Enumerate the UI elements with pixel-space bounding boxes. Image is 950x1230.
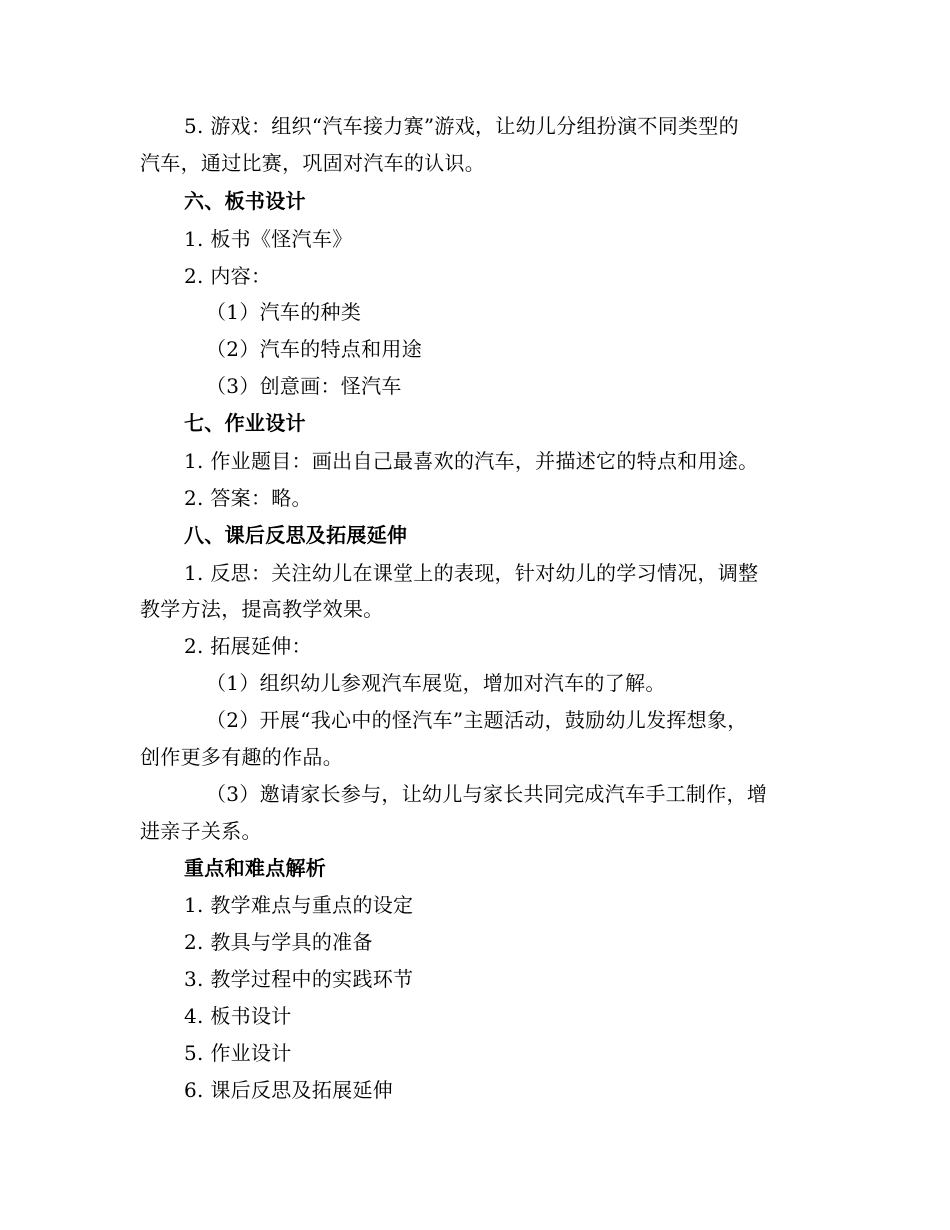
reflection-item-2: 2. 拓展延伸： — [184, 634, 312, 658]
board-design-item-1: 1. 板书《怪汽车》 — [184, 227, 353, 251]
game-paragraph-line-1: 5. 游戏：组织“汽车接力赛”游戏，让幼儿分组扮演不同类型的 — [184, 114, 739, 138]
key-point-item: 6. 课后反思及拓展延伸 — [184, 1078, 394, 1102]
extension-subitem-3-line-1: （3）邀请家长参与，让幼儿与家长共同完成汽车手工制作，增 — [206, 782, 768, 806]
key-point-item: 3. 教学过程中的实践环节 — [184, 967, 414, 991]
board-design-subitem-1: （1）汽车的种类 — [206, 300, 362, 324]
section-heading-key-points: 重点和难点解析 — [184, 856, 327, 880]
extension-subitem-2-line-2: 创作更多有趣的作品。 — [140, 745, 343, 769]
reflection-item-1-line-2: 教学方法，提高教学效果。 — [140, 597, 384, 621]
extension-subitem-2-line-1: （2）开展“我心中的怪汽车”主题活动，鼓励幼儿发挥想象， — [206, 708, 748, 732]
homework-item-2: 2. 答案：略。 — [184, 486, 312, 510]
extension-subitem-1: （1）组织幼儿参观汽车展览，增加对汽车的了解。 — [206, 671, 666, 695]
key-point-item: 5. 作业设计 — [184, 1041, 292, 1065]
game-paragraph-line-2: 汽车，通过比赛，巩固对汽车的认识。 — [140, 151, 486, 175]
board-design-subitem-2: （2）汽车的特点和用途 — [206, 337, 423, 361]
board-design-item-2: 2. 内容： — [184, 264, 272, 288]
extension-subitem-3-line-2: 进亲子关系。 — [140, 819, 262, 843]
homework-item-1: 1. 作业题目：画出自己最喜欢的汽车，并描述它的特点和用途。 — [184, 449, 759, 473]
key-point-item: 2. 教具与学具的准备 — [184, 930, 373, 954]
reflection-item-1-line-1: 1. 反思：关注幼儿在课堂上的表现，针对幼儿的学习情况，调整 — [184, 561, 759, 585]
section-heading-board-design: 六、板书设计 — [184, 189, 306, 213]
key-point-item: 4. 板书设计 — [184, 1004, 292, 1028]
board-design-subitem-3: （3）创意画：怪汽车 — [206, 374, 402, 398]
key-point-item: 1. 教学难点与重点的设定 — [184, 893, 414, 917]
section-heading-homework: 七、作业设计 — [184, 411, 306, 435]
section-heading-reflection: 八、课后反思及拓展延伸 — [184, 523, 408, 547]
